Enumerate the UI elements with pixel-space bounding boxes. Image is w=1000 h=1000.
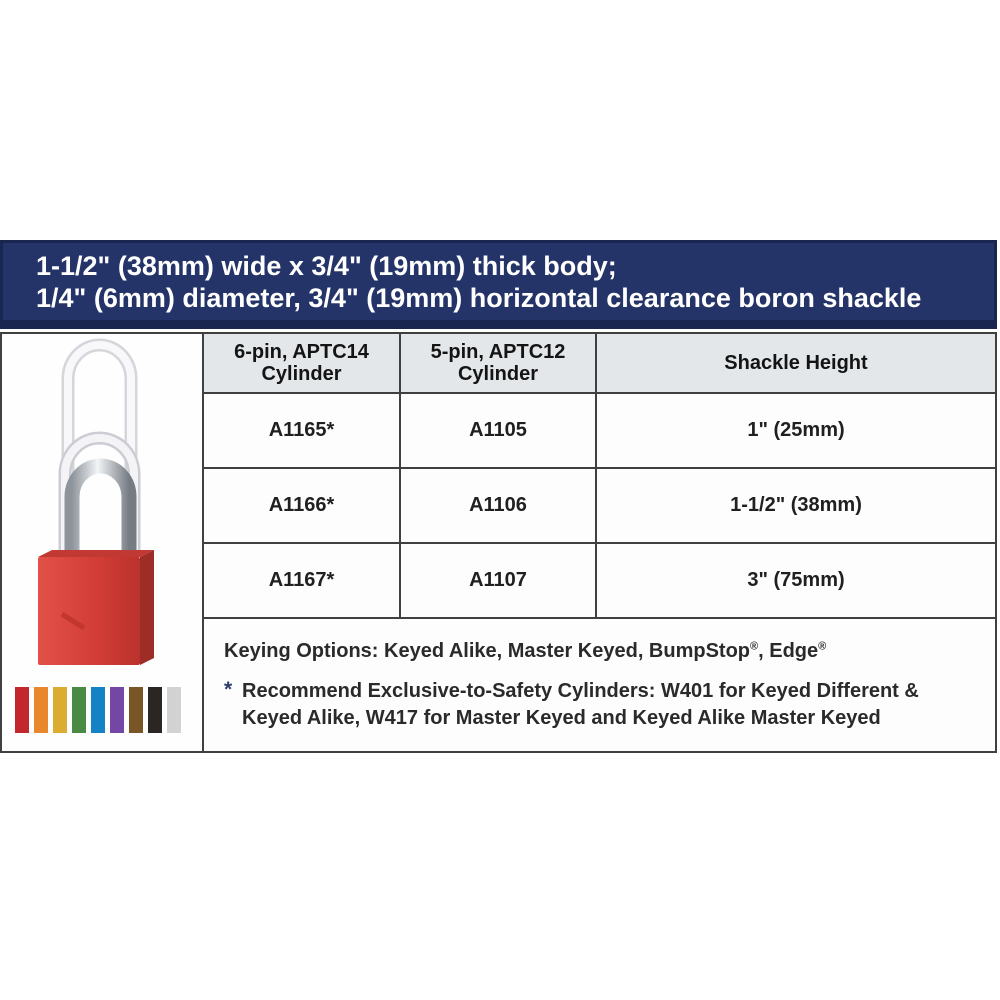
color-swatch-row <box>15 687 181 733</box>
footnotes <box>204 619 995 751</box>
header-line: 5-pin, APTC12 <box>430 341 566 363</box>
recommend-line-2: Keyed Alike, W417 for Master Keyed and Keyed Alike Master Keyed <box>242 707 881 729</box>
padlock-body-icon <box>38 550 154 665</box>
product-image-panel <box>2 334 204 751</box>
keying-options-line <box>224 640 971 663</box>
color-swatch-orange <box>34 687 48 733</box>
color-swatch-red <box>15 687 29 733</box>
registered-mark: ® <box>818 640 827 653</box>
spec-body <box>0 332 997 753</box>
color-swatch-purple <box>110 687 124 733</box>
header-cell-shackle-height <box>597 334 995 394</box>
asterisk-marker: * <box>224 678 233 701</box>
cell-model-5pin: A1107 <box>401 544 597 619</box>
color-swatch-blue <box>91 687 105 733</box>
banner-line-2: 1/4" (6mm) diameter, 3/4" (19mm) horizontal clearance boron shackle <box>36 283 922 313</box>
cell-shackle-height: 3" (75mm) <box>597 544 995 619</box>
header-line: Cylinder <box>457 363 539 385</box>
color-swatch-silver <box>167 687 181 733</box>
keying-options-text: , Edge <box>758 640 819 662</box>
header-cell-5pin-cylinder <box>401 334 597 394</box>
header-line: Cylinder <box>261 363 342 385</box>
recommend-note <box>224 678 971 732</box>
color-swatch-brown <box>129 687 143 733</box>
registered-mark: ® <box>750 640 759 653</box>
header-cell-6pin-cylinder <box>204 334 401 394</box>
cell-model-5pin: A1106 <box>401 469 597 544</box>
color-swatch-gold <box>53 687 67 733</box>
cell-shackle-height: 1" (25mm) <box>597 394 995 469</box>
cell-model-6pin: A1165* <box>204 394 401 469</box>
recommend-line-1: Recommend Exclusive-to-Safety Cylinders: W401 for Keyed Different & <box>242 680 919 702</box>
header-line: Shackle Height <box>724 352 868 374</box>
color-swatch-black <box>148 687 162 733</box>
cell-model-6pin: A1166* <box>204 469 401 544</box>
cell-model-5pin: A1105 <box>401 394 597 469</box>
spec-sheet <box>0 240 997 753</box>
spec-table <box>204 334 995 751</box>
spec-banner <box>0 240 997 329</box>
chrome-shackle-icon <box>72 466 129 564</box>
banner-line-1: 1-1/2" (38mm) wide x 3/4" (19mm) thick body; <box>36 251 617 281</box>
keying-options-text: Keying Options: Keyed Alike, Master Keyed, BumpStop <box>224 640 751 662</box>
color-swatch-green <box>72 687 86 733</box>
header-line: 6-pin, APTC14 <box>234 341 369 363</box>
cell-shackle-height: 1-1/2" (38mm) <box>597 469 995 544</box>
cell-model-6pin: A1167* <box>204 544 401 619</box>
